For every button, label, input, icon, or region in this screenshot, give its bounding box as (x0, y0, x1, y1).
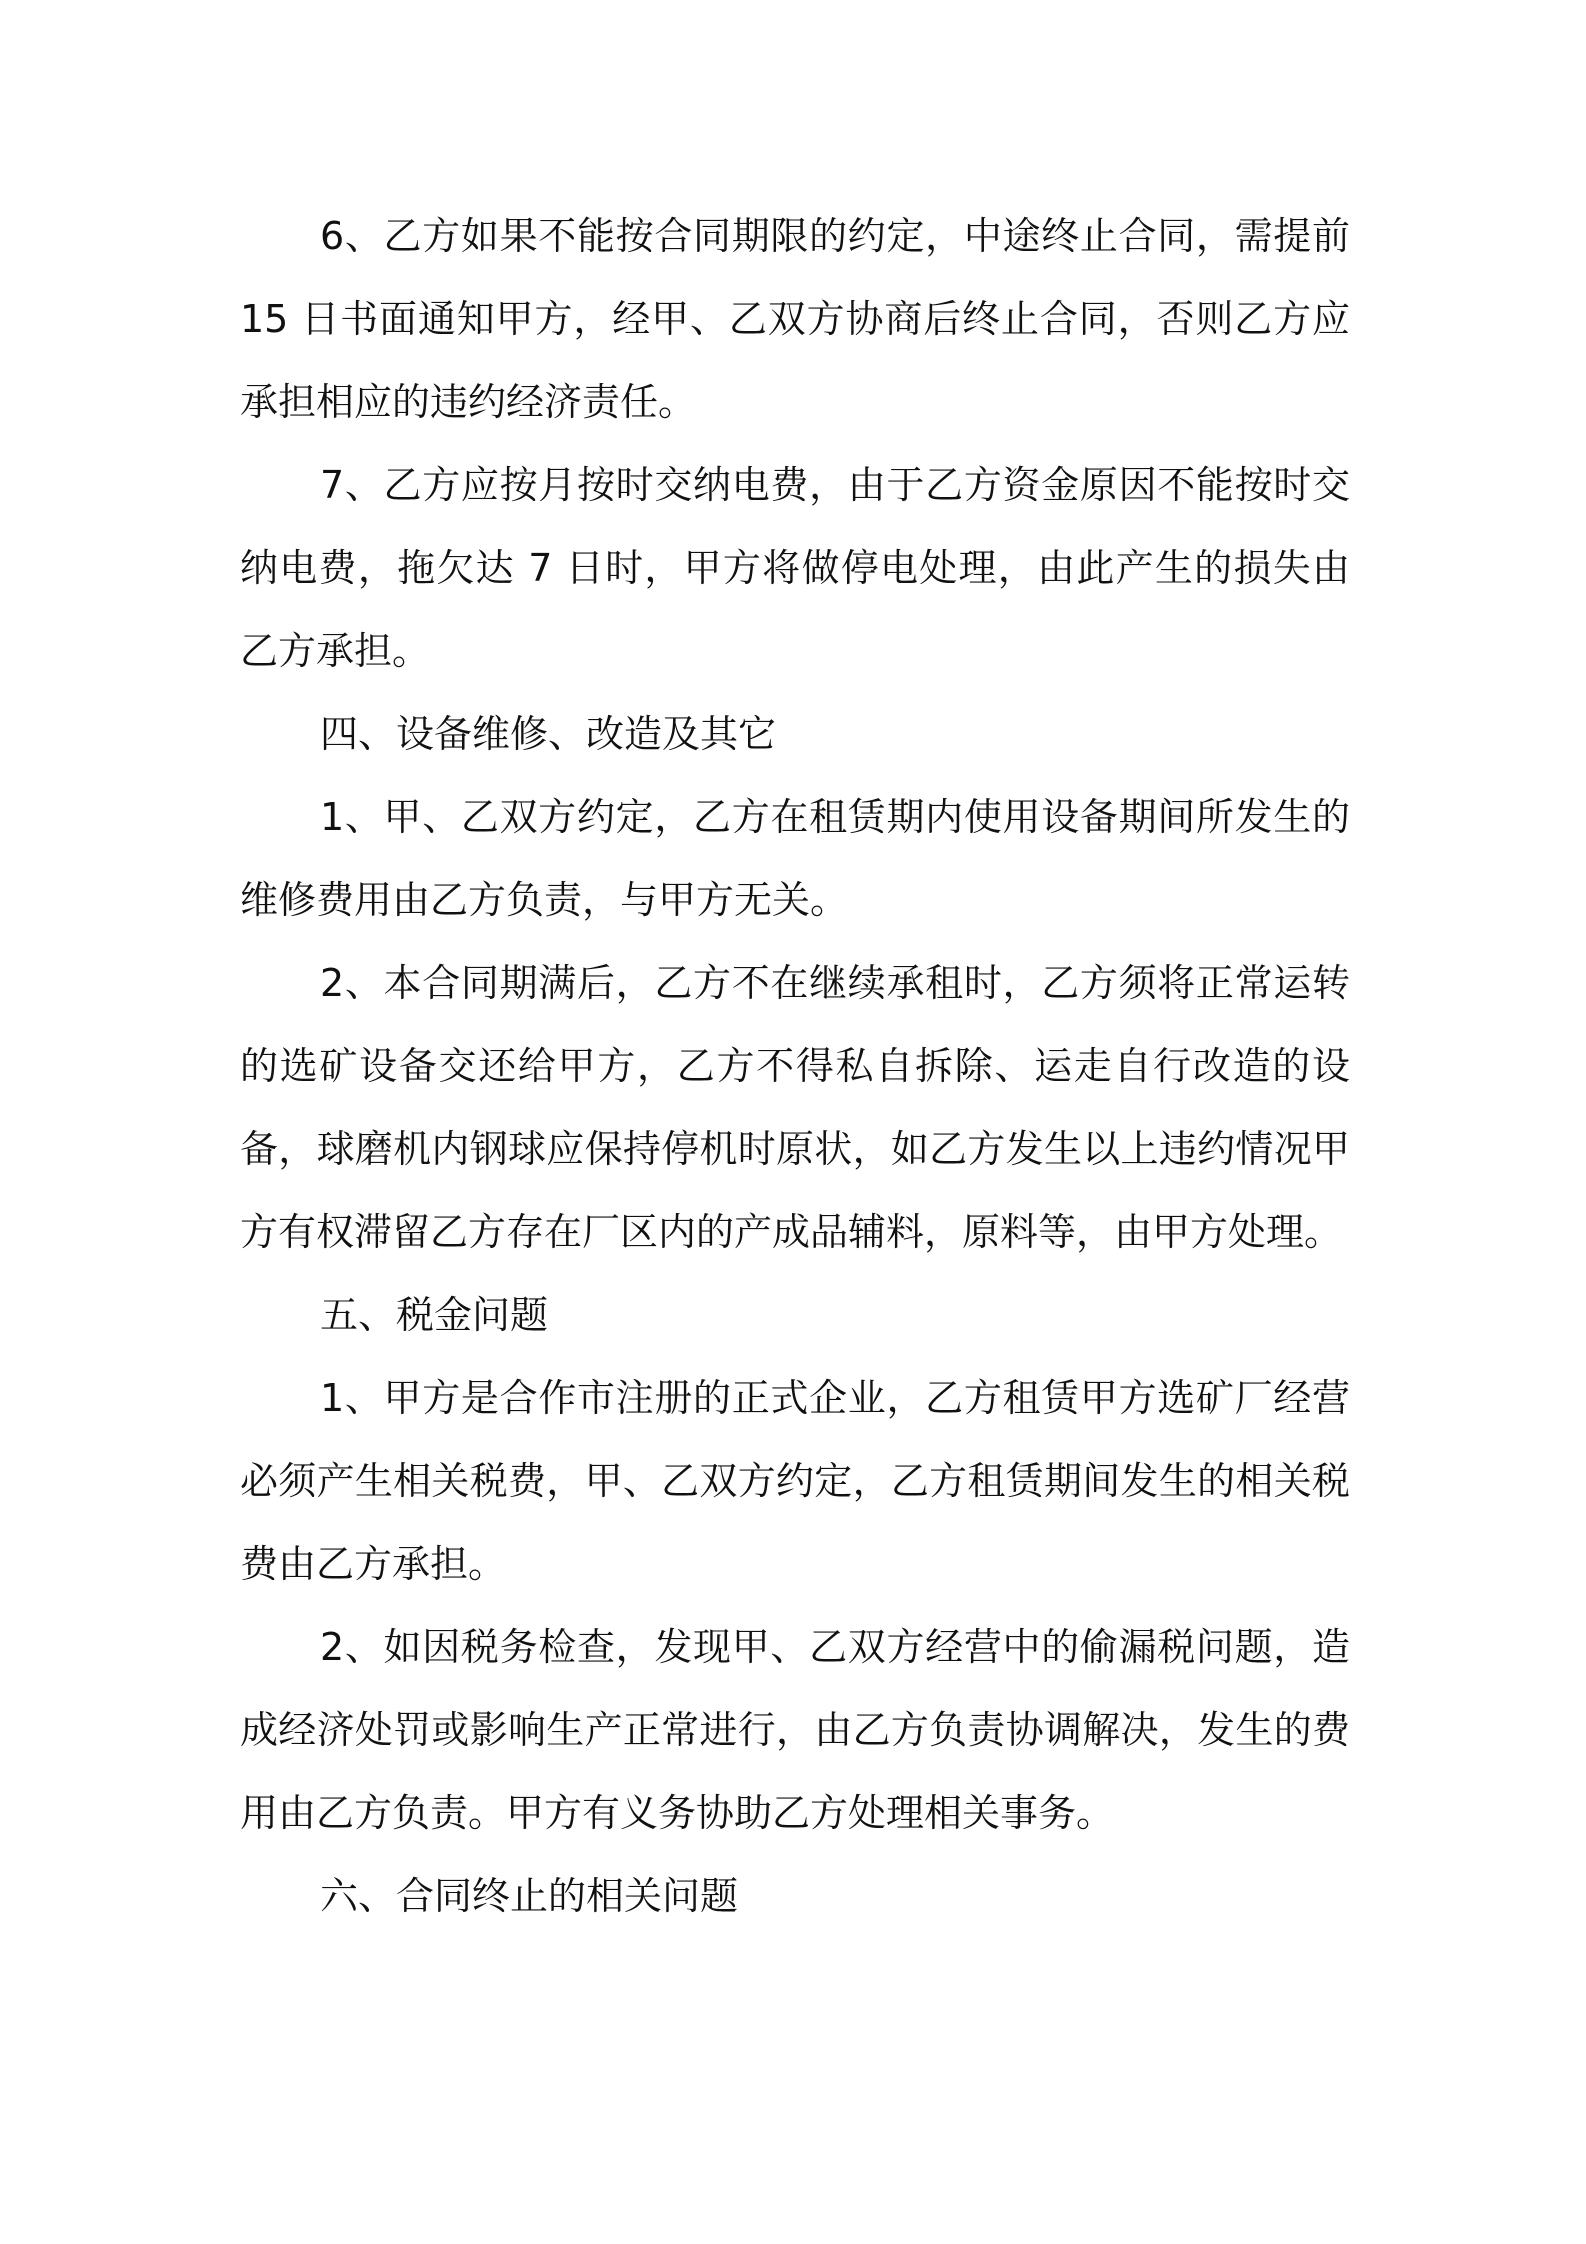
clause-4-2: 2、本合同期满后，乙方不在继续承租时，乙方须将正常运转的选矿设备交还给甲方，乙方不得私自拆除、运走自行改造的设备，球磨机内钢球应保持停机时原状，如乙方发生以上违约情况甲方有权滞留乙方存在厂区内的产成品辅料，原料等，由甲方处理。 (240, 961, 1350, 1254)
clause-5-2: 2、如因税务检查，发现甲、乙双方经营中的偷漏税问题，造成经济处罚或影响生产正常进行，由乙方负责协调解决，发生的费用由乙方负责。甲方有义务协助乙方处理相关事务。 (240, 1625, 1350, 1835)
clause-4-1: 1、甲、乙双方约定，乙方在租赁期内使用设备期间所发生的维修费用由乙方负责，与甲方无关。 (240, 795, 1350, 922)
clause-3-7: 7、乙方应按月按时交纳电费，由于乙方资金原因不能按时交纳电费，拖欠达 7 日时，甲方将做停电处理，由此产生的损失由乙方承担。 (240, 463, 1350, 673)
clause-5-1: 1、甲方是合作市注册的正式企业，乙方租赁甲方选矿厂经营必须产生相关税费，甲、乙双方约定，乙方租赁期间发生的相关税费由乙方承担。 (240, 1376, 1350, 1586)
section-heading-4: 四、设备维修、改造及其它 (320, 712, 777, 756)
clause-3-6: 6、乙方如果不能按合同期限的约定，中途终止合同，需提前 15 日书面通知甲方，经甲、乙双方协商后终止合同，否则乙方应承担相应的违约经济责任。 (240, 214, 1350, 424)
section-heading-5: 五、税金问题 (320, 1293, 549, 1337)
section-heading-6: 六、合同终止的相关问题 (320, 1874, 739, 1918)
document-body (240, 195, 1350, 1938)
